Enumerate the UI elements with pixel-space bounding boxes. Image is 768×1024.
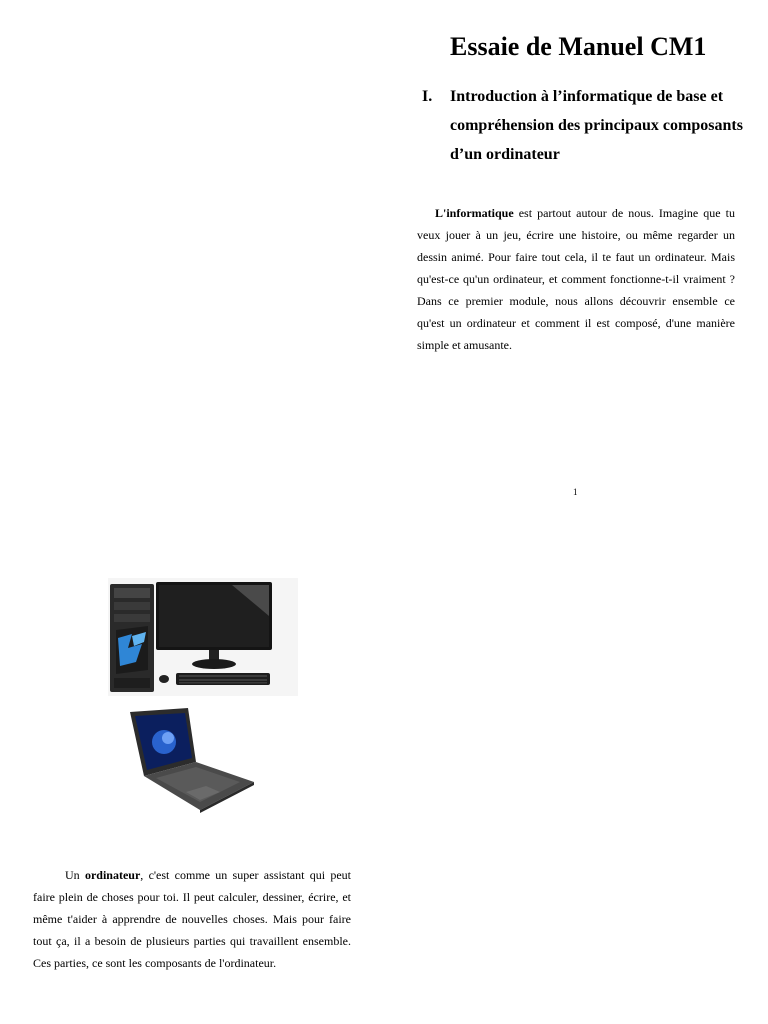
- mouse: [159, 675, 169, 683]
- pc-tower: [110, 584, 154, 692]
- intro-text: est partout autour de nous. Imagine que tu veux jouer à un jeu, écrire une histoire, ou même regarder un dessin animé. Pour faire tout cela, il te faut un ordinateur. Mais qu'est-ce qu'un ordinateur, et comment fonctionne-t-il vraiment ? Dans ce premier module, nous allons découvrir ensemble ce qu'est un ordinateur et comment il est composé, d'une manière simple et amusante.: [417, 206, 735, 352]
- intro-paragraph: [417, 202, 735, 356]
- section-number: I.: [422, 88, 433, 105]
- page-number: 1: [573, 487, 578, 497]
- computer-prefix: Un: [65, 868, 85, 882]
- keyboard: [176, 673, 270, 685]
- intro-bold-term: L'informatique: [435, 206, 514, 220]
- desktop-computer-image: [108, 578, 298, 696]
- laptop-computer-image: [126, 706, 258, 818]
- computer-paragraph: [33, 864, 351, 974]
- section-heading: [422, 82, 752, 169]
- section-title: Introduction à l’informatique de base et compréhension des principaux composants d’un ordinateur: [450, 88, 743, 163]
- computer-bold-term: ordinateur: [84, 868, 141, 882]
- document-title: Essaie de Manuel CM1: [450, 32, 707, 61]
- computer-text: , c'est comme un super assistant qui peut faire plein de choses pour toi. Il peut calculer, dessiner, écrire, et même t'aider à apprendre de nouvelles choses. Mais pour faire tout ça, il a besoin de plusieurs parties qui travaillent ensemble. Ces parties, ce sont les composants de l'ordinateur.: [33, 868, 351, 970]
